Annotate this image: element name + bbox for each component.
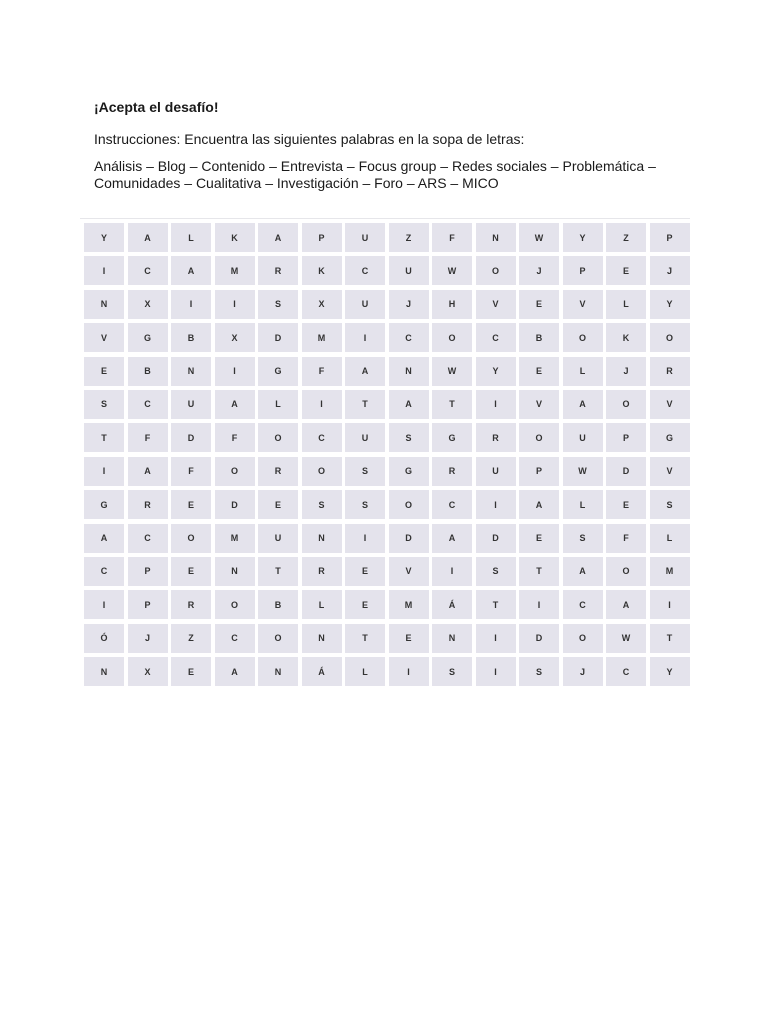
grid-cell: T bbox=[519, 557, 559, 586]
grid-cell: O bbox=[171, 524, 211, 553]
grid-cell: S bbox=[650, 490, 690, 519]
grid-cell: A bbox=[128, 223, 168, 252]
grid-cell: N bbox=[84, 657, 124, 686]
grid-cell: I bbox=[389, 657, 429, 686]
grid-cell: B bbox=[519, 323, 559, 352]
grid-cell: E bbox=[606, 490, 646, 519]
grid-cell: R bbox=[128, 490, 168, 519]
grid-cell: Y bbox=[563, 223, 603, 252]
grid-cell: M bbox=[215, 256, 255, 285]
grid-cell: A bbox=[389, 390, 429, 419]
grid-cell: D bbox=[476, 524, 516, 553]
grid-cell: A bbox=[432, 524, 472, 553]
grid-cell: U bbox=[476, 457, 516, 486]
grid-cell: Y bbox=[84, 223, 124, 252]
grid-cell: G bbox=[650, 423, 690, 452]
grid-cell: T bbox=[345, 390, 385, 419]
grid-cell: I bbox=[476, 624, 516, 653]
grid-cell: R bbox=[171, 590, 211, 619]
grid-cell: T bbox=[84, 423, 124, 452]
grid-cell: G bbox=[84, 490, 124, 519]
grid-cell: S bbox=[389, 423, 429, 452]
grid-cell: J bbox=[389, 290, 429, 319]
grid-cell: T bbox=[432, 390, 472, 419]
word-list: Análisis – Blog – Contenido – Entrevista – Focus group – Redes sociales – Problemática – Comunidades – Cualitativa – Investigación – Foro – ARS – MICO bbox=[94, 158, 656, 191]
grid-cell: L bbox=[563, 490, 603, 519]
grid-cell: M bbox=[389, 590, 429, 619]
grid-cell: O bbox=[606, 390, 646, 419]
grid-cell: W bbox=[519, 223, 559, 252]
grid-cell: C bbox=[302, 423, 342, 452]
grid-cell: R bbox=[432, 457, 472, 486]
grid-cell: O bbox=[258, 624, 298, 653]
grid-cell: L bbox=[606, 290, 646, 319]
grid-cell: V bbox=[650, 457, 690, 486]
grid-cell: E bbox=[345, 590, 385, 619]
grid-cell: O bbox=[606, 557, 646, 586]
grid-cell: O bbox=[476, 256, 516, 285]
grid-cell: R bbox=[258, 256, 298, 285]
grid-cell: Á bbox=[302, 657, 342, 686]
grid-cell: I bbox=[215, 357, 255, 386]
grid-cell: J bbox=[650, 256, 690, 285]
grid-cell: J bbox=[128, 624, 168, 653]
grid-cell: P bbox=[128, 590, 168, 619]
grid-cell: F bbox=[171, 457, 211, 486]
grid-cell: A bbox=[563, 390, 603, 419]
grid-cell: D bbox=[215, 490, 255, 519]
word-search-grid bbox=[84, 223, 690, 686]
grid-cell: O bbox=[432, 323, 472, 352]
grid-cell: G bbox=[128, 323, 168, 352]
grid-cell: L bbox=[563, 357, 603, 386]
grid-cell: G bbox=[432, 423, 472, 452]
grid-cell: M bbox=[215, 524, 255, 553]
grid-cell: D bbox=[389, 524, 429, 553]
grid-cell: M bbox=[650, 557, 690, 586]
grid-cell: I bbox=[650, 590, 690, 619]
grid-cell: L bbox=[650, 524, 690, 553]
grid-cell: I bbox=[345, 524, 385, 553]
grid-cell: V bbox=[84, 323, 124, 352]
grid-cell: O bbox=[519, 423, 559, 452]
grid-cell: C bbox=[128, 390, 168, 419]
grid-cell: D bbox=[258, 323, 298, 352]
grid-cell: A bbox=[519, 490, 559, 519]
grid-cell: H bbox=[432, 290, 472, 319]
grid-cell: I bbox=[215, 290, 255, 319]
grid-cell: I bbox=[302, 390, 342, 419]
grid-cell: I bbox=[345, 323, 385, 352]
grid-cell: Y bbox=[476, 357, 516, 386]
grid-cell: V bbox=[389, 557, 429, 586]
grid-cell: W bbox=[432, 256, 472, 285]
grid-cell: X bbox=[302, 290, 342, 319]
grid-cell: A bbox=[606, 590, 646, 619]
grid-cell: G bbox=[258, 357, 298, 386]
grid-cell: S bbox=[519, 657, 559, 686]
grid-cell: A bbox=[215, 390, 255, 419]
grid-cell: T bbox=[258, 557, 298, 586]
grid-cell: A bbox=[345, 357, 385, 386]
grid-cell: V bbox=[519, 390, 559, 419]
grid-cell: I bbox=[476, 390, 516, 419]
grid-cell: N bbox=[84, 290, 124, 319]
grid-cell: X bbox=[128, 657, 168, 686]
grid-cell: N bbox=[258, 657, 298, 686]
grid-cell: N bbox=[302, 624, 342, 653]
grid-cell: U bbox=[345, 290, 385, 319]
page-title: ¡Acepta el desafío! bbox=[94, 99, 219, 115]
grid-cell: I bbox=[476, 657, 516, 686]
grid-cell: N bbox=[171, 357, 211, 386]
grid-cell: Z bbox=[389, 223, 429, 252]
grid-cell: O bbox=[258, 423, 298, 452]
grid-cell: J bbox=[519, 256, 559, 285]
grid-cell: O bbox=[563, 323, 603, 352]
grid-cell: F bbox=[302, 357, 342, 386]
grid-cell: C bbox=[432, 490, 472, 519]
grid-cell: D bbox=[606, 457, 646, 486]
grid-cell: N bbox=[302, 524, 342, 553]
grid-cell: I bbox=[171, 290, 211, 319]
grid-cell: K bbox=[606, 323, 646, 352]
grid-cell: O bbox=[389, 490, 429, 519]
grid-cell: S bbox=[345, 490, 385, 519]
grid-cell: Y bbox=[650, 290, 690, 319]
word-search-container bbox=[80, 218, 690, 686]
grid-cell: P bbox=[302, 223, 342, 252]
grid-cell: P bbox=[563, 256, 603, 285]
grid-cell: F bbox=[606, 524, 646, 553]
grid-cell: E bbox=[171, 657, 211, 686]
grid-cell: P bbox=[519, 457, 559, 486]
grid-cell: B bbox=[171, 323, 211, 352]
grid-cell: O bbox=[302, 457, 342, 486]
grid-cell: U bbox=[345, 223, 385, 252]
grid-cell: R bbox=[258, 457, 298, 486]
grid-cell: Z bbox=[171, 624, 211, 653]
grid-cell: C bbox=[345, 256, 385, 285]
grid-cell: Á bbox=[432, 590, 472, 619]
grid-cell: E bbox=[519, 524, 559, 553]
grid-cell: N bbox=[389, 357, 429, 386]
grid-cell: E bbox=[84, 357, 124, 386]
grid-cell: A bbox=[563, 557, 603, 586]
page-content bbox=[94, 98, 694, 192]
grid-cell: B bbox=[128, 357, 168, 386]
grid-cell: G bbox=[389, 457, 429, 486]
grid-cell: F bbox=[128, 423, 168, 452]
grid-cell: S bbox=[258, 290, 298, 319]
grid-cell: L bbox=[171, 223, 211, 252]
grid-cell: K bbox=[215, 223, 255, 252]
grid-cell: O bbox=[215, 590, 255, 619]
grid-cell: U bbox=[345, 423, 385, 452]
grid-cell: T bbox=[650, 624, 690, 653]
grid-cell: N bbox=[476, 223, 516, 252]
grid-cell: P bbox=[650, 223, 690, 252]
grid-cell: S bbox=[432, 657, 472, 686]
grid-cell: A bbox=[84, 524, 124, 553]
grid-cell: U bbox=[171, 390, 211, 419]
grid-cell: E bbox=[389, 624, 429, 653]
grid-cell: B bbox=[258, 590, 298, 619]
grid-cell: C bbox=[128, 524, 168, 553]
grid-cell: E bbox=[258, 490, 298, 519]
grid-cell: W bbox=[563, 457, 603, 486]
grid-cell: V bbox=[563, 290, 603, 319]
grid-cell: I bbox=[519, 590, 559, 619]
grid-cell: C bbox=[215, 624, 255, 653]
grid-cell: C bbox=[476, 323, 516, 352]
grid-cell: I bbox=[432, 557, 472, 586]
grid-cell: V bbox=[476, 290, 516, 319]
grid-cell: U bbox=[258, 524, 298, 553]
grid-cell: C bbox=[389, 323, 429, 352]
grid-cell: M bbox=[302, 323, 342, 352]
grid-cell: L bbox=[302, 590, 342, 619]
grid-cell: Z bbox=[606, 223, 646, 252]
grid-cell: E bbox=[171, 557, 211, 586]
grid-cell: K bbox=[302, 256, 342, 285]
grid-cell: A bbox=[171, 256, 211, 285]
grid-cell: X bbox=[215, 323, 255, 352]
grid-cell: O bbox=[215, 457, 255, 486]
grid-cell: N bbox=[432, 624, 472, 653]
grid-cell: Ó bbox=[84, 624, 124, 653]
grid-cell: T bbox=[476, 590, 516, 619]
grid-cell: L bbox=[258, 390, 298, 419]
grid-cell: I bbox=[84, 256, 124, 285]
grid-cell: V bbox=[650, 390, 690, 419]
grid-cell: E bbox=[606, 256, 646, 285]
grid-cell: O bbox=[650, 323, 690, 352]
grid-cell: I bbox=[84, 590, 124, 619]
grid-cell: F bbox=[215, 423, 255, 452]
grid-cell: L bbox=[345, 657, 385, 686]
grid-cell: A bbox=[258, 223, 298, 252]
grid-cell: E bbox=[171, 490, 211, 519]
grid-cell: F bbox=[432, 223, 472, 252]
grid-cell: A bbox=[215, 657, 255, 686]
grid-cell: R bbox=[302, 557, 342, 586]
grid-cell: W bbox=[432, 357, 472, 386]
grid-cell: Y bbox=[650, 657, 690, 686]
grid-cell: C bbox=[563, 590, 603, 619]
grid-cell: S bbox=[345, 457, 385, 486]
grid-cell: J bbox=[606, 357, 646, 386]
instructions-text: Instrucciones: Encuentra las siguientes palabras en la sopa de letras: bbox=[94, 131, 525, 147]
grid-cell: R bbox=[476, 423, 516, 452]
grid-cell: A bbox=[128, 457, 168, 486]
grid-cell: S bbox=[302, 490, 342, 519]
grid-cell: U bbox=[389, 256, 429, 285]
grid-cell: C bbox=[84, 557, 124, 586]
grid-cell: E bbox=[519, 357, 559, 386]
grid-cell: S bbox=[84, 390, 124, 419]
grid-cell: T bbox=[345, 624, 385, 653]
grid-cell: W bbox=[606, 624, 646, 653]
grid-cell: D bbox=[171, 423, 211, 452]
grid-cell: R bbox=[650, 357, 690, 386]
grid-cell: P bbox=[128, 557, 168, 586]
grid-cell: D bbox=[519, 624, 559, 653]
grid-cell: N bbox=[215, 557, 255, 586]
grid-cell: E bbox=[345, 557, 385, 586]
grid-cell: C bbox=[128, 256, 168, 285]
grid-cell: J bbox=[563, 657, 603, 686]
grid-cell: E bbox=[519, 290, 559, 319]
grid-cell: O bbox=[563, 624, 603, 653]
grid-cell: U bbox=[563, 423, 603, 452]
grid-cell: X bbox=[128, 290, 168, 319]
grid-cell: I bbox=[84, 457, 124, 486]
grid-cell: C bbox=[606, 657, 646, 686]
grid-cell: I bbox=[476, 490, 516, 519]
grid-cell: P bbox=[606, 423, 646, 452]
grid-cell: S bbox=[476, 557, 516, 586]
grid-cell: S bbox=[563, 524, 603, 553]
